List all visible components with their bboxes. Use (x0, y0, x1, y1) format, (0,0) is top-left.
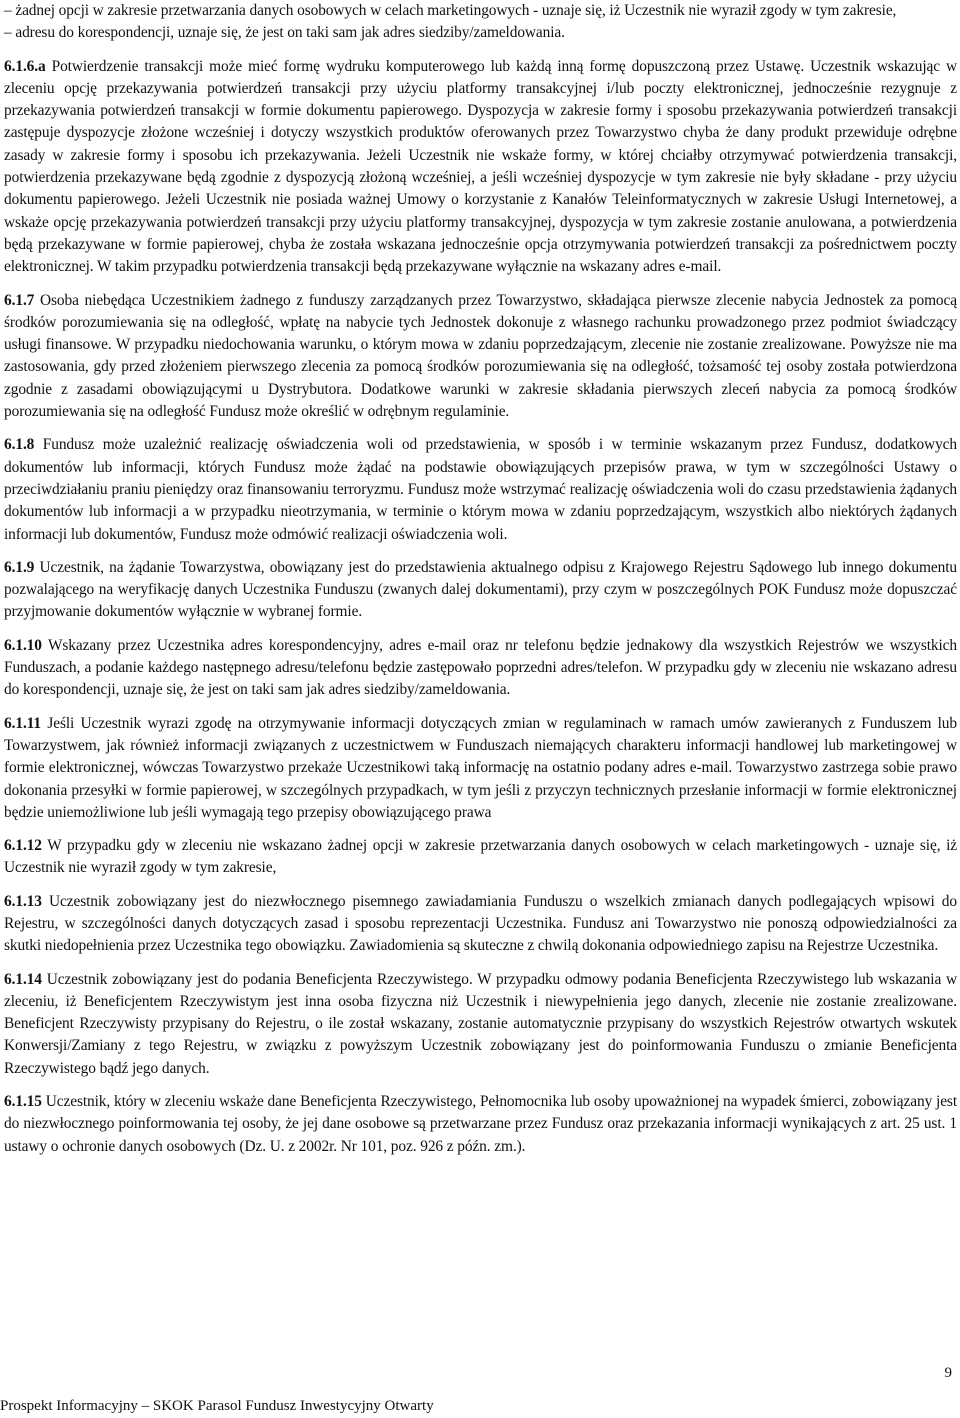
paragraph-number: 6.1.15 (4, 1093, 42, 1111)
bullet-item: – adresu do korespondencji, uznaje się, że jest on taki sam jak adres siedziby/zameldowania. (4, 24, 565, 42)
paragraph-text: Uczestnik zobowiązany jest do niezwłocznego pisemnego zawiadamiania Funduszu o wszelkich zmianach danych podlegających wpisowi do Rejestru, w szczególności danych dotyczących zasad i sposobu reprezentacji Uczestnika. Fundusz ani Towarzystwo nie ponoszą odpowiedzialności za skutki niedopełnienia przez Uczestnika tego obowiązku. Zawiadomienia są skuteczne z chwilą dokonania odpowiedniego zapisu na Rejestrze Uczestnika. (4, 892, 957, 955)
document-body (4, 0, 957, 1169)
bullet-item: – żadnej opcji w zakresie przetwarzania danych osobowych w celach marketingowych - uznaje się, iż Uczestnik nie wyraził zgody w tym zakresie, (4, 2, 897, 19)
paragraph-text: Jeśli Uczestnik wyrazi zgodę na otrzymywanie informacji dotyczących zmian w regulaminach w ramach umów zawieranych z Funduszem lub Towarzystwem, jak również informacji związanych z uczestnictwem w Funduszach niemających charakteru informacji handlowej lub marketingowej w formie elektronicznej, wówczas Towarzystwo przekaże Uczestnikowi taką informację na ostatnio podany adres e-mail. Towarzystwo zastrzega sobie prawo dokonania przesyłki w formie papierowej, w szczególnych przypadkach, w tym jeśli z przyczyn technicznych przesłanie informacji w formie elektronicznej będzie uniemożliwione lub jeśli wymagają tego przepisy obowiązującego prawa (4, 714, 957, 821)
paragraph-number: 6.1.10 (4, 636, 42, 654)
page-footer: Prospekt Informacyjny – SKOK Parasol Fundusz Inwestycyjny Otwarty (0, 1398, 434, 1414)
paragraph-text: Osoba niebędąca Uczestnikiem żadnego z funduszy zarządzanych przez Towarzystwo, składająca pierwsze zlecenie nabycia Jednostek za pomocą środków porozumiewania się na odległość, wpłatę na nabycie tych Jednostek dokonuje z własnego rachunku prowadzonego przez podmiot świadczący usługi finansowe. W przypadku niedochowania warunku, o którym mowa w zdaniu poprzedzającym, zlecenie nie zostanie zrealizowane. Powyższe nie ma zastosowania, gdy przed złożeniem pierwszego zlecenia za pomocą środków porozumiewania się na odległość, tożsamość tej osoby została potwierdzona zgodnie z zasadami obowiązującymi u Dystrybutora. Dodatkowe warunki w zakresie składania pierwszych zleceń nabycia za pomocą środków porozumiewania się na odległość Fundusz może określić w odrębnym regulaminie. (4, 291, 957, 421)
paragraph-number: 6.1.11 (4, 714, 42, 732)
paragraph-number: 6.1.14 (4, 970, 42, 988)
paragraph-6-1-10 (4, 635, 957, 702)
paragraph-6-1-15 (4, 1091, 957, 1158)
paragraph-6-1-12 (4, 835, 957, 880)
paragraph-6-1-9 (4, 557, 957, 624)
paragraph-6-1-11 (4, 713, 957, 824)
paragraph-text: Uczestnik zobowiązany jest do podania Beneficjenta Rzeczywistego. W przypadku odmowy podania Beneficjenta Rzeczywistego lub wskazania w zleceniu, iż Beneficjentem Rzeczywistym jest inna osoba fizyczna niż Uczestnik i niewypełnienia jego danych, zlecenie nie zostanie zrealizowane. Beneficjent Rzeczywisty przypisany do Rejestru, o ile został wskazany, zostanie automatycznie przypisany do wszystkich Rejestrów otwartych wskutek Konwersji/Zamiany z tego Rejestru, w związku z powyższym Uczestnik zobowiązany jest do poinformowania Funduszu o zmianie Beneficjenta Rzeczywistego bądź jego danych. (4, 970, 957, 1077)
paragraph-number: 6.1.9 (4, 558, 35, 576)
paragraph-number: 6.1.6.a (4, 57, 46, 75)
paragraph-6-1-8 (4, 434, 957, 545)
paragraph-text: W przypadku gdy w zleceniu nie wskazano żadnej opcji w zakresie przetwarzania danych osobowych w celach marketingowych - uznaje się, iż Uczestnik nie wyraził zgody w tym zakresie, (4, 837, 957, 877)
paragraph-text: Wskazany przez Uczestnika adres korespondencyjny, adres e-mail oraz nr telefonu będzie jednakowy dla wszystkich Rejestrów we wszystkich Funduszach, a podanie każdego następnego adresu/telefonu będzie zastępowało poprzedni adres/telefon. W przypadku gdy w zleceniu nie wskazano adresu do korespondencji, uznaje się, że jest on taki sam jak adres siedziby/zameldowania. (4, 636, 957, 699)
paragraph-6-1-7 (4, 290, 957, 424)
paragraph-number: 6.1.8 (4, 436, 35, 454)
paragraph-6-1-13 (4, 891, 957, 958)
paragraph-text: Potwierdzenie transakcji może mieć formę wydruku komputerowego lub każdą inną formę dopuszczoną przez Ustawę. Uczestnik wskazując w zleceniu opcję przekazywania potwierdzeń transakcji przy użyciu platformy transakcyjnej i/lub poczty elektronicznej, jednocześnie rezygnuje z przekazywania potwierdzeń transakcji w formie dokumentu papierowego. Dyspozycja w zakresie formy i sposobu przekazywania potwierdzeń transakcji zastępuje dyspozycje złożone wcześniej i dotyczy wszystkich produktów oferowanych przez Towarzystwo chyba że dany produkt przewiduje odrębne zasady w zakresie formy i sposobu ich przekazywania. Jeżeli Uczestnik nie wskaże formy, w której chciałby otrzymywać potwierdzenia transakcji, potwierdzenia przekazywane będą zgodnie z dyspozycją złożoną wcześniej, a jeśli wcześniej dyspozycje w tym zakresie nie były składane - przy użyciu dokumentu papierowego. Jeżeli Uczestnik nie posiada ważnej Umowy o korzystanie z Kanałów Teleinformatycznych w zakresie Usługi Internetowej, a wskaże opcję przekazywania potwierdzeń transakcji przy użyciu platformy transakcyjnej, dyspozycja w tym zakresie zostanie anulowana, a potwierdzenia będą przekazywane w formie papierowej, chyba że została wskazana jednocześnie opcja otrzymywania potwierdzeń transakcji za pośrednictwem poczty elektronicznej. W takim przypadku potwierdzenia transakcji będą przekazywane wyłącznie na wskazany adres e-mail. (4, 57, 957, 276)
paragraph-6-1-14 (4, 969, 957, 1080)
paragraph-text: Uczestnik, który w zleceniu wskaże dane Beneficjenta Rzeczywistego, Pełnomocnika lub osoby upoważnionej na wypadek śmierci, zobowiązany jest do niezwłocznego poinformowania tej osoby, że jej dane osobowe są przetwarzane przez Fundusz oraz przekazania informacji wynikających z art. 25 ust. 1 ustawy o ochronie danych osobowych (Dz. U. z 2002r. Nr 101, poz. 926 z późn. zm.). (4, 1093, 957, 1155)
paragraph-number: 6.1.13 (4, 892, 42, 910)
paragraph-6-1-6-a (4, 56, 957, 279)
paragraph-number: 6.1.12 (4, 837, 42, 855)
paragraph-text: Uczestnik, na żądanie Towarzystwa, obowiązany jest do przedstawienia aktualnego odpisu z Krajowego Rejestru Sądowego lub innego dokumentu pozwalającego na weryfikację danych Uczestnika Funduszu (zwanych dalej dokumentami), przy czym w poszczególnych POK Fundusz może dopuszczać przyjmowanie dokumentów wyłącznie w wybranej formie. (4, 558, 957, 621)
paragraph-text: Fundusz może uzależnić realizację oświadczenia woli od przedstawienia, w sposób i w terminie wskazanym przez Fundusz, dodatkowych dokumentów lub informacji, których Fundusz może żądać na podstawie obowiązujących przepisów prawa, w tym w szczególności Ustawy o przeciwdziałaniu praniu pieniędzy oraz finansowaniu terroryzmu. Fundusz może wstrzymać realizację oświadczenia woli do czasu przedstawienia żądanych dokumentów lub informacji a w przypadku nieotrzymania, w terminie o którym mowa w zdaniu poprzedzającym, wszystkich albo niektórych żądanych informacji lub dokumentów, Fundusz może odmówić realizacji oświadczenia woli. (4, 436, 957, 543)
paragraph-number: 6.1.7 (4, 291, 35, 309)
page-number: 9 (944, 1365, 952, 1381)
